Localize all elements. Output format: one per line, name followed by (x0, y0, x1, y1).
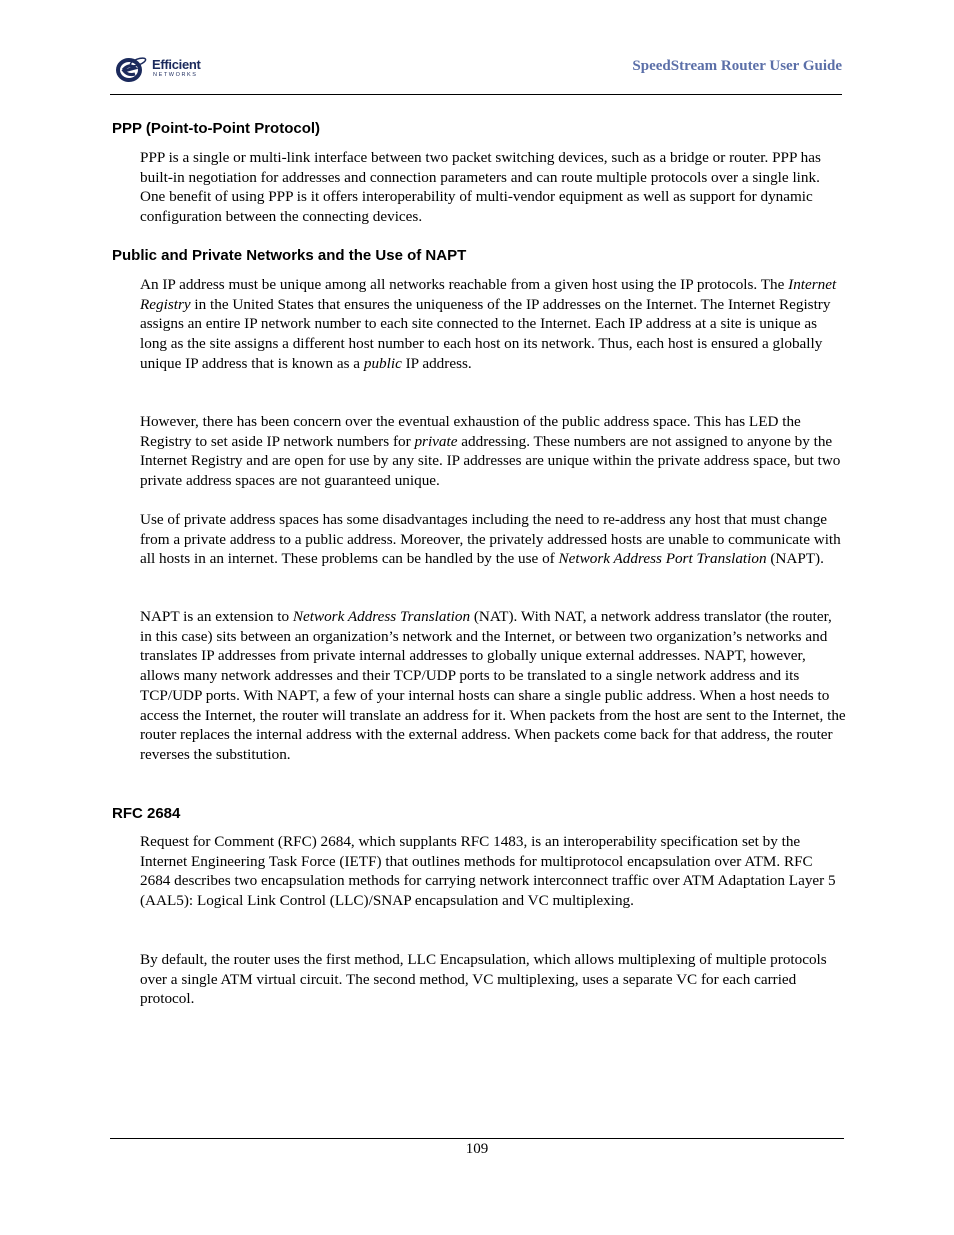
emphasized-term: Network Address Translation (292, 608, 471, 625)
paragraph-rfc2684-overview (140, 832, 846, 911)
paragraph-text: Use of private address spaces has some disadvantages including the need to re-address any host that must change from a private address to a public address. Moreover, the privately addressed hosts are unable to communicate with all hosts in an internet. These problems can be handled by the use of (140, 511, 841, 568)
paragraph-private-disadvantages (140, 510, 846, 569)
paragraph-text: An IP address must be unique among all networks reachable from a given host using the IP protocols. The (140, 276, 789, 293)
page-number: 109 (465, 1141, 489, 1157)
guide-title: SpeedStream Router User Guide (632, 58, 842, 74)
paragraph-ip-uniqueness (140, 275, 846, 374)
paragraph-napt-extension (140, 607, 846, 765)
section-heading-rfc2684: RFC 2684 (112, 805, 181, 822)
paragraph-private-addresses (140, 412, 846, 491)
paragraph-text: Request for Comment (RFC) 2684, which supplants RFC 1483, is an interoperability specification set by the Internet Engineering Task Force (IETF) that outlines methods for multiprotocol encapsulation over ATM. RFC 2684 describes two encapsulation methods for carrying network interconnect traffic over ATM Adaptation Layer 5 (AAL5): Logical Link Control (LLC)/SNAP encapsulation and VC multiplexing. (140, 833, 836, 910)
paragraph-text: IP address. (401, 354, 472, 372)
footer-divider (110, 1138, 844, 1139)
paragraph-text: addressing. These numbers are not assigned to anyone by the Internet Registry and are open for use by any site. IP addresses are unique within the private address space, but two private address spaces are not guaranteed unique. (140, 432, 841, 490)
emphasized-term: private (414, 432, 458, 450)
page-header (110, 48, 842, 94)
paragraph-text: in the United States that ensures the uniqueness of the IP addresses on the Internet. The Internet Registry assigns an entire IP network number to each site connected to the Internet. Each IP address at a site is unique as long as the site assigns a different host number to each host on its network. Thus, each host is ensured a globally unique IP address that is known as a (140, 295, 831, 372)
paragraph-text: NAPT is an extension to (140, 608, 293, 625)
logo-subtext: NETWORKS (153, 72, 198, 78)
logo-wordmark: Efficient (152, 57, 201, 72)
paragraph-text: By default, the router uses the first method, LLC Encapsulation, which allows multiplexing of multiple protocols over a single ATM virtual circuit. The second method, VC multiplexing, uses a separate VC for each carried protocol. (140, 951, 827, 1008)
section-heading-ppp: PPP (Point-to-Point Protocol) (112, 120, 321, 137)
paragraph-llc-encapsulation (140, 950, 846, 1009)
emphasized-term: public (363, 354, 402, 372)
emphasized-term: Internet Registry (140, 276, 837, 313)
section-heading-napt: Public and Private Networks and the Use of NAPT (112, 247, 467, 264)
paragraph-text: PPP is a single or multi-link interface between two packet switching devices, such as a bridge or router. PPP has built-in negotiation for addresses and connection parameters and can route multiple protocols over a single link. One benefit of using PPP is it offers interoperability of multi-vendor equipment as well as support for dynamic configuration between the connecting devices. (140, 149, 821, 226)
paragraph-text: However, there has been concern over the eventual exhaustion of the public address space. This has LED the Registry to set aside IP network numbers for (140, 413, 801, 450)
emphasized-term: Network Address Port Translation (558, 550, 767, 568)
header-divider (110, 94, 842, 95)
paragraph-text: (NAT). With NAT, a network address translator (the router, in this case) sits between an organization’s network and the Internet, or between two organization’s networks and translates IP addresses from private internal addresses to globally unique external addresses. NAPT, however, allows many network addresses and their TCP/UDP ports to be translated to a single network address and its TCP/UDP ports. With NAPT, a few of your internal hosts can share a single public address. When a host needs to access the Internet, the router will translate an address for it. When packets from the host are sent to the Internet, the router replaces the internal address with the external address. When packets come back for that address, the router reverses the substitution. (140, 608, 846, 763)
efficient-logo-icon (114, 54, 148, 84)
paragraph-text: (NAPT). (766, 550, 824, 568)
paragraph-ppp (140, 148, 846, 227)
